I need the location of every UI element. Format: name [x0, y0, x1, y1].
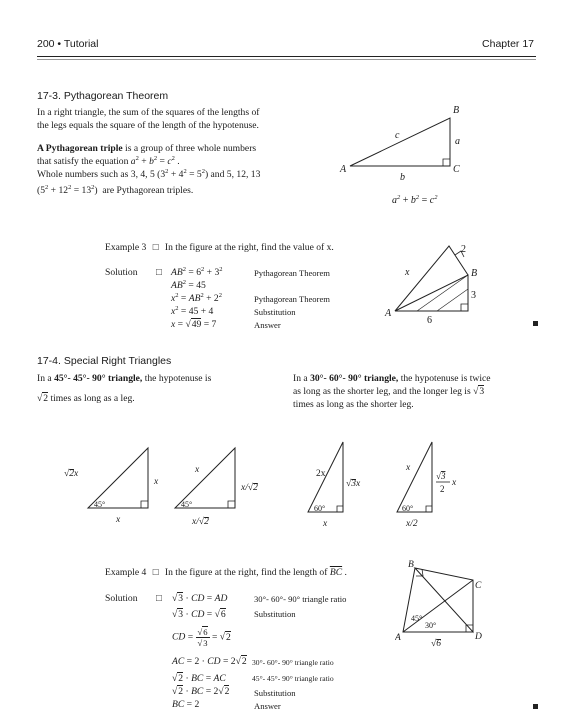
- hatch-2: [437, 289, 468, 311]
- t4-angle: 60°: [402, 504, 414, 513]
- fig4-vertex-c: C: [475, 581, 482, 591]
- label-6: 6: [427, 315, 432, 325]
- solution-label-4: Solution: [105, 593, 138, 604]
- end-of-example-4: [533, 704, 538, 709]
- ex4-reason-4: 30°- 60°- 90° triangle ratio: [252, 658, 334, 667]
- ex3-reason-1: Pythagorean Theorem: [254, 268, 330, 278]
- l2: times as long as a leg.: [50, 393, 135, 404]
- l1c: the hypotenuse is: [144, 373, 212, 384]
- label-3: 3: [471, 290, 476, 301]
- r1c: the hypotenuse is twice: [400, 373, 491, 384]
- vertex-b-label: B: [453, 105, 460, 116]
- triangle-30-60-a: [308, 442, 361, 529]
- section-heading-17-3: 17-3. Pythagorean Theorem: [37, 90, 169, 102]
- triple-line-4: $(5^2 + 12^2 = 13^2)$ are Pythagorean triples.: [37, 183, 194, 196]
- triangle-abc: [350, 118, 450, 166]
- vertex-c-label: C: [453, 164, 460, 175]
- example-3-question: In the figure at the right, find the value of x.: [164, 242, 334, 253]
- example-4-prompt: Example 4 □ In the figure at the right, find the length of $\overline{BC}$ .: [105, 567, 347, 578]
- example-3-label: Example 3: [105, 242, 147, 253]
- r1a: In a: [293, 373, 308, 384]
- right-angle-mark: [443, 159, 450, 166]
- example-4-steps-a: √3 · CD = AD √3 · CD = √6 CD = $\frac{√6}{√3}$ = √2: [172, 593, 231, 648]
- t3-angle: 60°: [314, 504, 326, 513]
- ex3-reason-5: Answer: [254, 320, 281, 330]
- section-heading-17-4: 17-4. Special Right Triangles: [37, 355, 172, 367]
- header-rule-thin: [37, 59, 536, 60]
- r3: times as long as the shorter leg.: [293, 399, 414, 410]
- triple-term: A Pythagorean triple: [37, 143, 123, 154]
- r1b: 30°- 60°- 90° triangle,: [310, 373, 399, 384]
- ex4-reason-1: 30°- 60°- 90° triangle ratio: [254, 594, 347, 604]
- svg-text:√2x: √2x: [64, 469, 79, 479]
- t4-base: x/2: [406, 519, 418, 529]
- end-of-example-3: [533, 321, 538, 326]
- l1a: In a: [37, 373, 52, 384]
- ex4-reason-7: Answer: [254, 701, 281, 711]
- label-2: 2: [461, 244, 466, 255]
- example-3-prompt: Example 3 □ In the figure at the right, find the value of x.: [105, 242, 334, 253]
- triple-rest: is a group of three whole numbers: [122, 143, 257, 154]
- fig4-vertex-d: D: [475, 632, 482, 642]
- ex4-reason-6: Substitution: [254, 688, 296, 698]
- svg-text:x/√2: x/√2: [241, 483, 258, 493]
- svg-text:√3x: √3x: [346, 479, 361, 489]
- side-c-label: c: [395, 130, 400, 141]
- 30-60-90-definition: In a 30°- 60°- 90° triangle, the hypotenuse is twice as long as the shorter leg, and the longer leg is √3 times as long as the shorter leg.: [293, 373, 491, 410]
- 45-45-90-definition: In a 45°- 45°- 90° triangle, the hypotenuse is √2 times as long as a leg.: [37, 373, 212, 404]
- fig4-vertex-b: B: [408, 560, 414, 570]
- header-rule: [37, 56, 536, 57]
- upper-triangle: [395, 246, 468, 311]
- example-3-solution-label: Solution □: [105, 267, 162, 278]
- t3-hyp: [316, 469, 326, 479]
- pythagorean-triangle-figure: [330, 100, 470, 210]
- ex3-reason-3: Pythagorean Theorem: [254, 294, 330, 304]
- theorem-line-1: In a right triangle, the sum of the squares of the lengths of: [37, 107, 260, 118]
- svg-text:x: x: [154, 477, 159, 487]
- svg-text:x: x: [452, 478, 457, 488]
- example-4-figure: [395, 560, 525, 660]
- l1b: 45°- 45°- 90° triangle,: [54, 373, 143, 384]
- t4-denominator: 2: [440, 484, 445, 494]
- example-3-figure: [365, 240, 495, 325]
- fig4-vertex-a: A: [395, 633, 401, 643]
- hatch-1: [417, 275, 468, 311]
- chapter-header: Chapter 17: [482, 38, 534, 50]
- triple-line-3: Whole numbers such as 3, 4, 5 $(3^2 + 4^2 = 5^2)$ and 5, 12, 13: [37, 167, 261, 180]
- triangle-45-a: [64, 448, 159, 525]
- t3-base: x: [323, 519, 328, 529]
- ex4-reason-5: 45°- 45°- 90° triangle ratio: [252, 674, 334, 683]
- t1-angle: 45°: [94, 500, 106, 509]
- example-4-solution-label: Solution □: [105, 593, 162, 604]
- page-number-header: 200 • Tutorial: [37, 38, 99, 50]
- triangle-30-60-b: [397, 442, 457, 529]
- triangle-abc-outline: [415, 568, 473, 632]
- example-3-steps: $AB^2 = 6^2 + 3^2$ $AB^2 = 45$ $x^2 = AB^2 + 2^2$ $x^2 = 45 + 4$ x = √49 = 7: [171, 265, 223, 330]
- diagonal-ac: [403, 580, 473, 632]
- solution-label: Solution: [105, 267, 138, 278]
- example-4-label: Example 4: [105, 567, 147, 578]
- triple-line-2: that satisfy the equation $a^2 + b^2 = c^2$ .: [37, 154, 180, 167]
- t3-hyp-text: 2x: [316, 469, 326, 479]
- side-a-label: a: [455, 136, 460, 147]
- t4-hyp: x: [406, 463, 411, 473]
- svg-text:x: x: [116, 515, 121, 525]
- special-triangles-figures: [40, 420, 550, 532]
- svg-text:√3: √3: [436, 471, 446, 481]
- t2-angle: 45°: [181, 500, 193, 509]
- example-4-question: In the figure at the right, find the length of: [164, 567, 328, 578]
- ex3-reason-4: Substitution: [254, 307, 296, 317]
- vertex-a-label: A: [340, 164, 347, 175]
- fig4-angle-45: 45°: [411, 614, 423, 623]
- fig4-angle-30: 30°: [425, 621, 437, 630]
- triangle-45-b: [175, 448, 258, 527]
- side-b-label: b: [400, 172, 405, 183]
- svg-text:x/√2: x/√2: [192, 517, 209, 527]
- are-text: are Pythagorean triples.: [102, 185, 194, 196]
- and-text: and 5, 12, 13: [210, 169, 261, 180]
- triple-line-1: [37, 142, 357, 155]
- theorem-statement: [37, 106, 357, 132]
- theorem-line-2: the legs equals the square of the length of the hypotenuse.: [37, 120, 259, 131]
- ex4-reason-2: Substitution: [254, 609, 296, 619]
- fig4-side-ad: √6: [431, 639, 441, 649]
- label-x: x: [405, 267, 410, 278]
- right-angle-mark-1: [461, 304, 468, 311]
- satisfy-text: that satisfy the equation: [37, 156, 129, 167]
- label-b: B: [471, 268, 478, 279]
- example-4-steps-b: AC = 2 · CD = 2√2 √2 · BC = AC √2 · BC = 2√2 BC = 2: [172, 656, 247, 710]
- lower-triangle: [395, 275, 468, 311]
- svg-text:x: x: [195, 465, 200, 475]
- r2: as long as the shorter leg, and the longer leg is: [293, 386, 471, 397]
- segment-bc: $\overline{BC}$: [329, 567, 343, 578]
- whole-text: Whole numbers such as 3, 4, 5: [37, 169, 155, 180]
- label-a: A: [385, 308, 392, 319]
- triple-definition: [37, 142, 357, 197]
- pythagorean-equation: $a^2 + b^2 = c^2$: [392, 194, 438, 206]
